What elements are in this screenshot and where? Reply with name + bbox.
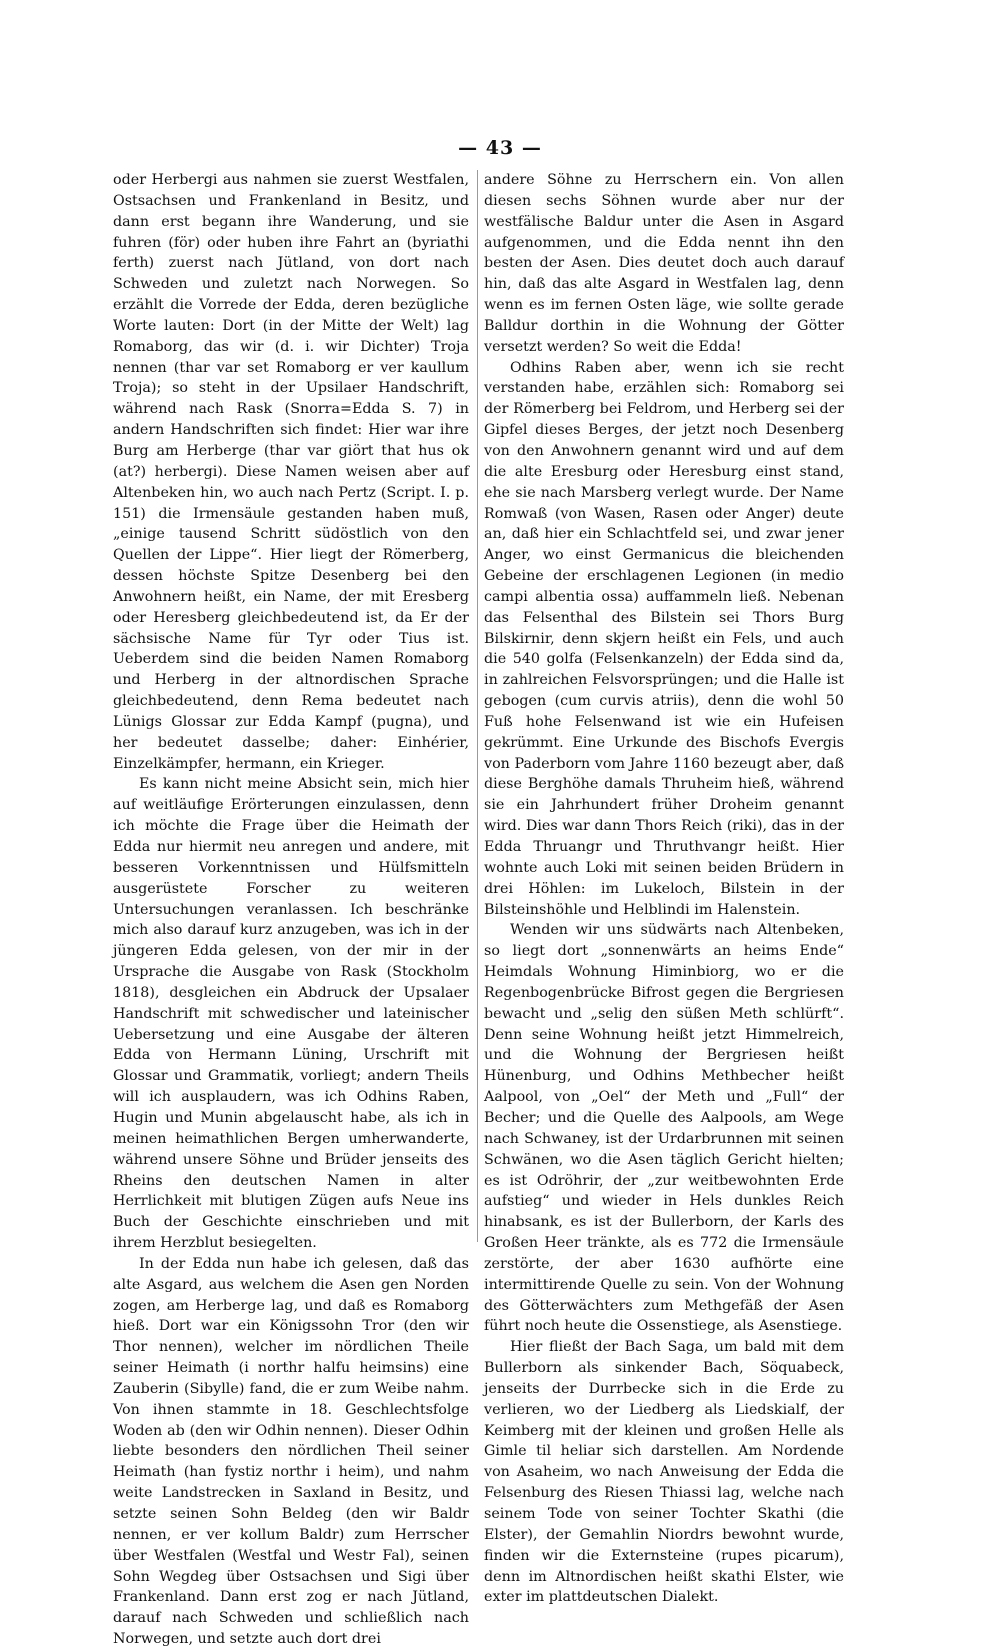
left-paragraph-3: In der Edda nun habe ich gelesen, daß das alte Asgard, aus welchem die Asen gen Norden zogen, am Herberge lag, und daß es Romaborg hieß. Dort war ein Königssohn Tror (den wir Thor nennen), welcher im nördlichen Theile seiner Heimath (i northr halfu heimsins) eine Zauberin (Sibylle) fand, die er zum Weibe nahm. Von ihnen stammte in 18. Geschlechtsfolge Woden ab (den wir Odhin nennen). Dieser Odhin liebte besonders den nördlichen Theil seiner Heimath (han fystiz northr i heim), und nahm weite Landstrecken in Saxland in Besitz, und setzte seinen Sohn Beldeg (den wir Baldr nennen, er ver kollum Baldr) zum Herrscher über Westfalen (Westfal und Westr Fal), seinen Sohn Wegdeg über Ostsachsen und Sigi über Frankenland. Dann erst zog er nach Jütland, darauf nach Schweden und schließlich nach Norwegen, und setzte auch dort drei xyxy=(113,1255,469,1648)
right-column xyxy=(484,170,844,1608)
left-paragraph-1: oder Herbergi aus nahmen sie zuerst Westfalen, Ostsachsen und Frankenland in Besitz, und dann erst begann ihre Wanderung, und sie fuhren (för) oder huben ihre Fahrt an (byriathi ferth) zuerst nach Jütland, von dort nach Schweden und zuletzt nach Norwegen. So erzählt die Vorrede der Edda, deren bezügliche Worte lauten: Dort (in der Mitte der Welt) lag Romaborg, das wir (d. i. wir Dichter) Troja nennen (thar var set Romaborg er ver kaullum Troja); so steht in der Upsilaer Handschrift, während nach Rask (Snorra=Edda S. 7) in andern Handschriften sich findet: Hier war ihre Burg am Herberge (thar var giört that hus ok (at?) herbergi). Diese Namen weisen aber auf Altenbeken hin, wo auch nach Pertz (Script. I. p. 151) die Irmensäule gestanden haben muß, „einige tausend Schritt südöstlich von den Quellen der Lippe“. Hier liegt der Römerberg, dessen höchste Spitze Desenberg bei den Anwohnern heißt, ein Name, der mit Eresberg oder Heresberg gleichbedeutend ist, da Er der sächsische Name für Tyr oder Tius ist. Ueberdem sind die beiden Namen Romaborg und Herberg in der altnordischen Sprache gleichbedeutend, denn Rema bedeutet nach Lünigs Glossar zur Edda Kampf (pugna), und her bedeutet dasselbe; daher: Einhérier, Einzelkämpfer, hermann, ein Krieger. xyxy=(113,172,469,772)
left-paragraph-2: Es kann nicht meine Absicht sein, mich hier auf weitläufige Erörterungen einzulassen, denn ich möchte die Frage über die Heimath der Edda nur hiermit neu anregen und andere, mit besseren Vorkenntnissen und Hülfsmitteln ausgerüstete Forscher zu weiteren Untersuchungen veranlassen. Ich beschränke mich also darauf kurz anzugeben, was ich in der jüngeren Edda gelesen, von der mir in der Ursprache die Ausgabe von Rask (Stockholm 1818), desgleichen ein Abdruck der Upsalaer Handschrift mit schwedischer und lateinischer Uebersetzung und eine Ausgabe der älteren Edda von Hermann Lüning, Urschrift mit Glossar und Grammatik, vorliegt; andern Theils will ich ausplaudern, was ich Odhins Raben, Hugin und Munin abgelauscht habe, als ich in meinen heimathlichen Bergen umherwanderte, während unsere Söhne und Brüder jenseits des Rheins den deutschen Namen in alter Herrlichkeit mit blutigen Zügen aufs Neue ins Buch der Geschichte einschrieben und mit ihrem Herzblut besiegelten. xyxy=(113,776,469,1252)
right-paragraph-1: andere Söhne zu Herrschern ein. Von allen diesen sechs Söhnen wurde aber nur der westfälische Baldur unter die Asen in Asgard aufgenommen, und die Edda nennt ihn den besten der Asen. Dies deutet doch auch darauf hin, daß das alte Asgard in Westfalen lag, denn wenn es im fernen Osten läge, wie sollte gerade Balldur dorthin in die Wohnung der Götter versetzt werden? So weit die Edda! xyxy=(484,172,844,355)
right-paragraph-4: Hier fließt der Bach Saga, um bald mit dem Bullerborn als sinkender Bach, Söquabeck, jenseits der Durrbecke sich in die Erde zu verlieren, wo der Liedberg als Liedskialf, der Keimberg mit der kleinen und großen Helle als Gimle til heliar sich darstellen. Am Nordende von Asaheim, wo nach Anweisung der Edda die Felsenburg des Riesen Thiassi lag, welche nach seinem Tode von seiner Tochter Skathi (die Elster), der Gemahlin Niordrs bewohnt wurde, finden wir die Externsteine (rupes picarum), denn im Altnordischen heißt skathi Elster, wie exter im plattdeutschen Dialekt. xyxy=(484,1339,844,1606)
page-number: — 43 — xyxy=(458,137,542,159)
right-paragraph-3: Wenden wir uns südwärts nach Altenbeken, so liegt dort „sonnenwärts an heims Ende“ Heimdals Wohnung Himinbiorg, wo er die Regenbogenbrücke Bifrost gegen die Bergriesen bewacht und „selig den süßen Meth schlürft“. Denn seine Wohnung heißt jetzt Himmelreich, und die Wohnung der Bergriesen heißt Hünenburg, und Odhins Methbecher heißt Aalpool, von „Oel“ der Meth und „Full“ der Becher; und die Quelle des Aalpools, am Wege nach Schwaney, ist der Urdarbrunnen mit seinen Schwänen, wo die Asen täglich Gericht hielten; es ist Odröhrir, der „zur weitbewohnten Erde aufstieg“ und wieder in Hels dunkles Reich hinabsank, es ist der Bullerborn, der Karls des Großen Heer tränkte, als es 772 die Irmensäule zerstörte, der aber 1630 aufhörte eine intermittirende Quelle zu sein. Von der Wohnung des Götterwächters zum Methgefäß der Asen führt noch heute die Ossenstiege, als Asenstiege. xyxy=(484,922,844,1335)
left-column xyxy=(113,170,469,1650)
column-divider xyxy=(477,170,478,1242)
right-paragraph-2: Odhins Raben aber, wenn ich sie recht verstanden habe, erzählen sich: Romaborg sei der Römerberg bei Feldrom, und Herberg sei der Gipfel dieses Berges, der jetzt noch Desenberg von den Anwohnern genannt wird und auf dem die alte Eresburg oder Heresburg einst stand, ehe sie nach Marsberg verlegt wurde. Der Name Romwaß (von Wasen, Rasen oder Anger) deute an, daß hier ein Schlachtfeld sei, und zwar jener Anger, wo einst Germanicus die bleichenden Gebeine der erschlagenen Legionen (in medio campi albentia ossa) auffammeln ließ. Nebenan das Felsenthal des Bilstein sei Thors Burg Bilskirnir, denn skjern heißt ein Fels, und auch die 540 golfa (Felsenkanzeln) der Edda sind da, in zahlreichen Felsvorsprüngen; und die Halle ist gebogen (cum curvis atriis), denn die wohl 50 Fuß hohe Felsenwand ist wie ein Hufeisen gekrümmt. Eine Urkunde des Bischofs Evergis von Paderborn vom Jahre 1160 bezeugt aber, daß diese Berghöhe damals Thruheim hieß, während sie ein Jahrhundert früher Droheim genannt wird. Dies war dann Thors Reich (riki), das in der Edda Thruangr und Thruthvangr heißt. Hier wohnte auch Loki mit seinen beiden Brüdern in drei Höhlen: im Lukeloch, Bilstein in der Bilsteinshöhle und Helblindi im Halenstein. xyxy=(484,359,844,918)
